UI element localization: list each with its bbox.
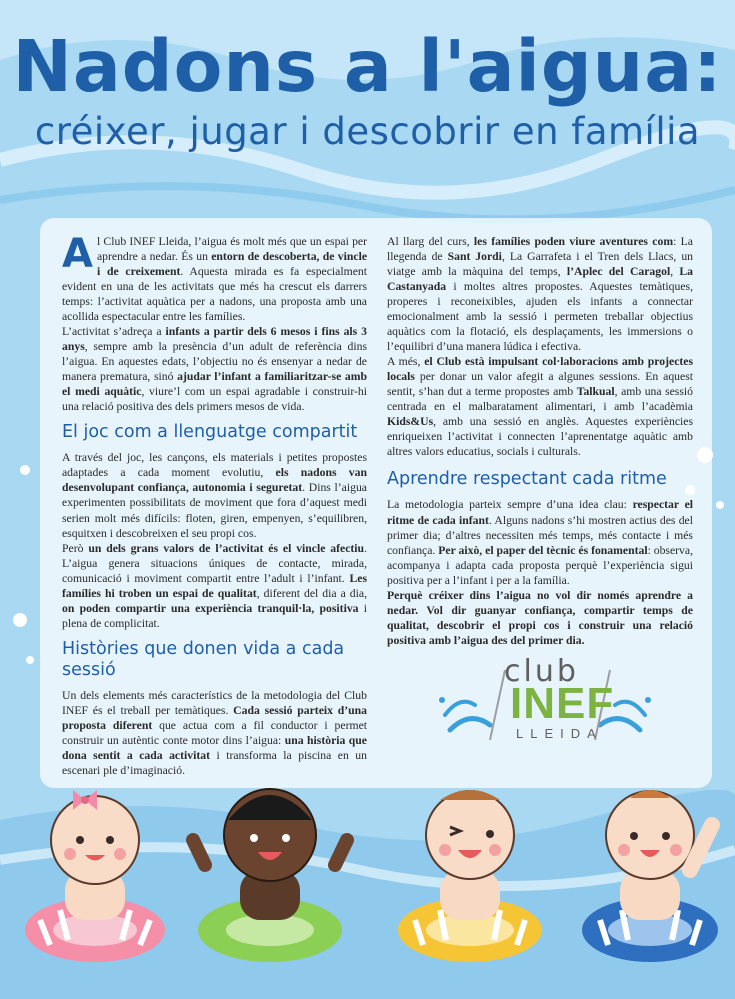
baby-yellow-ring (398, 790, 542, 962)
right-paragraph-1: Al llarg del curs, les famílies poden viure aventures com: La llegenda de Sant Jordi, La Garrafeta i el Tren dels Llacs, un viatge amb la màquina del temps, l’Aplec del Caragol, La Castanyada i moltes altres propostes. Aquestes temàtiques, properes i reconeixibles, ajuden els infants a connectar emocionalment amb la sessió i permeten treballar objectius aquàtics com la flotació, els desplaçaments, les immersions o l’equilibri d’una manera lúdica i efectiva. (387, 235, 694, 354)
intro-paragraph-1: Al Club INEF Lleida, l’aigua és molt més que un espai per aprendre a nedar. És un entorn de descoberta, de vincle i de creixement. Aquesta mirada es fa especialment evident en una de les activitats que més ha crescut els darrers temps: l’activitat aquàtica per a nadons, una proposta amb una acollida espectacular entre les famílies. (62, 231, 368, 324)
intro-paragraph-2: L’activitat s’adreça a infants a partir dels 6 mesos i fins als 3 anys, sempre amb la presència d’un adult de referència dins l’aigua. En aquestes edats, l’objectiu no és ensenyar a nedar de manera prematura, sinó ajudar l’infant a familiaritzar-se amb el medi aquàtic, viure’l com un espai agradable i construir-hi una relació positiva des dels primers mesos de vida. (62, 325, 367, 414)
ritme-paragraph-2: Perquè créixer dins l’aigua no vol dir només aprendre a nedar. Vol dir guanyar confiança, compartir temps de qualitat, descobrir el propi cos i construir una relació positiva amb l’aigua des del primer dia. (387, 588, 693, 647)
joc-paragraph-2: Però un dels grans valors de l’activitat és el vincle afectiu. L’aigua genera situacions úniques de contacte, mirada, comunicació i moviment compartit entre l’adult i l’infant. Les famílies hi troben un espai de qualitat, diferent del dia a dia, on poden compartir una experiència tranquil·la, positiva i plena de complicitat. (62, 541, 368, 630)
right-column (387, 234, 693, 648)
drop-cap: A (62, 231, 93, 277)
ritme-paragraph-1: La metodologia parteix sempre d’una idea clau: respectar el ritme de cada infant. Alguns nadons s’hi mostren actius des del primer dia; d’altres necessiten més temps, més contacte i més confiança. Per això, el paper del tècnic és fonamental: observa, acompanya i adapta cada proposta perquè l’experiència sigui positiva per a l’infant i per a la família. (387, 498, 694, 587)
header (0, 25, 735, 154)
babies-illustration (0, 770, 735, 999)
section-heading-histories: Històries que donen vida a cada sessió (62, 638, 345, 680)
right-paragraph-2: A més, el Club està impulsant col·laboracions amb projectes locals per donar un valor afegit a algunes sessions. En aquest sentit, s’han dut a terme propostes amb Talkual, amb una sessió centrada en el malbaratament alimentari, i amb l’acadèmia Kids&Us, amb una sessió en anglès. Aquestes experiències enriqueixen l’activitat i connecten l’aprenentatge aquàtic amb altres valors educatius, socials i culturals. (387, 355, 694, 459)
histories-paragraph: Un dels elements més característics de la metodologia del Club INEF és el treball per temàtiques. Cada sessió parteix d’una proposta diferent que actua com a fil conductor i permet construir un autèntic conte motor dins l’aigua: una història que dona sentit a cada activitat i transforma la piscina en un escenari ple d’imaginació. (62, 688, 367, 777)
baby-blue-ring (582, 790, 718, 962)
joc-paragraph-1: A través del joc, les cançons, els materials i petites propostes adaptades a cada moment evolutiu, els nadons van desenvolupant confiança, autonomia i seguretat. Dins l’aigua experimenten possibilitats de moviment que fora d’aquest medi serien molt més difícils: floten, giren, empenyen, s’equilibren, esquitxen i descobreixen el seu propi cos. (62, 451, 367, 540)
baby-green-ring (193, 789, 347, 962)
section-heading-joc: El joc com a llenguatge compartit (62, 422, 358, 443)
club-inef-logo (430, 650, 660, 750)
left-column (62, 231, 368, 778)
baby-pink-ring (25, 790, 165, 962)
section-heading-ritme: Aprendre respectant cada ritme (387, 469, 667, 490)
logo-club-text: club (504, 654, 579, 689)
logo-lleida-text: LLEIDA (516, 726, 603, 741)
page-title: Nadons a l'aigua: (12, 25, 723, 108)
page-subtitle: créixer, jugar i descobrir en família (34, 110, 701, 154)
logo-inef-text: INEF (510, 679, 615, 728)
